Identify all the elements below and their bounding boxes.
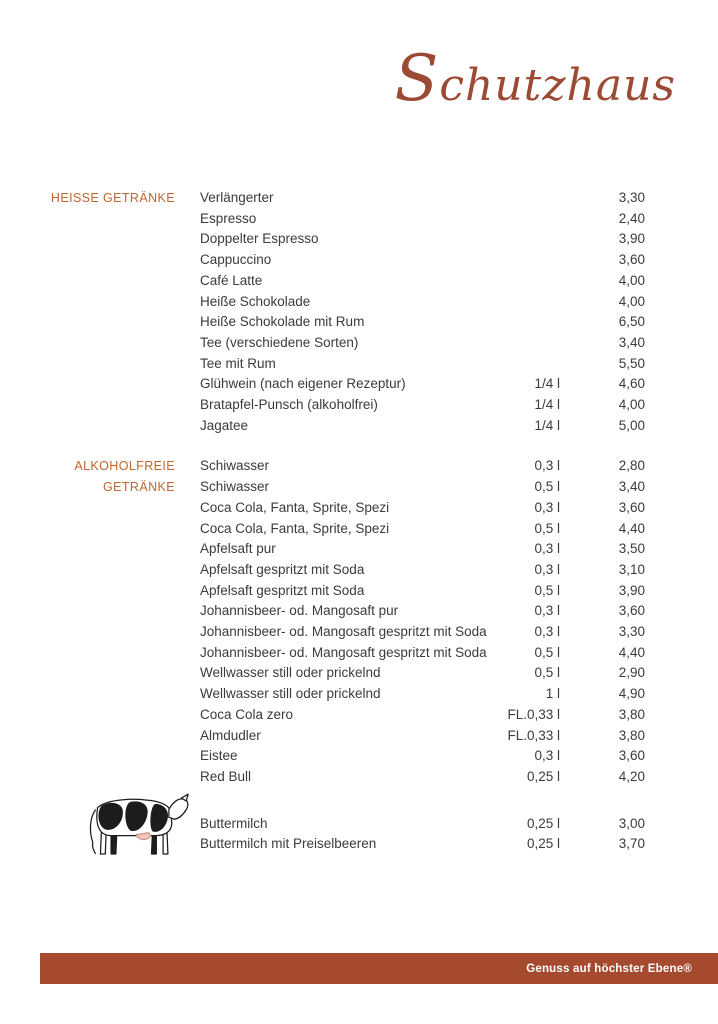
section-heading <box>0 188 175 209</box>
item-quantity: 0,3 l <box>534 624 560 640</box>
menu-item-row <box>175 601 645 622</box>
item-price: 3,40 <box>618 334 645 350</box>
item-price: 3,10 <box>618 561 645 577</box>
item-price: 3,60 <box>618 252 645 268</box>
item-name: Wellwasser still oder prickelnd <box>200 665 381 681</box>
menu-item-row <box>175 581 645 602</box>
item-name: Verlängerter <box>200 190 274 205</box>
item-price: 2,90 <box>618 665 645 681</box>
item-name: Doppelter Espresso <box>200 231 319 247</box>
item-quantity: 0,3 l <box>534 748 560 764</box>
item-name: Espresso <box>200 210 257 226</box>
item-quantity: 0,5 l <box>534 479 560 495</box>
item-price: 2,40 <box>618 210 645 226</box>
item-name: Buttermilch mit Preiselbeeren <box>200 836 377 852</box>
item-price: 3,50 <box>618 541 645 557</box>
menu-item-row <box>175 312 645 333</box>
menu-items <box>175 814 645 855</box>
section-heading-line: ALKOHOLFREIE <box>74 459 175 474</box>
item-price: 4,60 <box>618 376 645 392</box>
menu-item-row <box>175 498 645 519</box>
menu-item-row <box>175 271 645 292</box>
menu-section <box>0 188 645 436</box>
menu-items <box>175 456 645 787</box>
item-price: 3,40 <box>618 479 645 495</box>
item-name: Almdudler <box>200 727 261 743</box>
item-quantity: 0,3 l <box>534 458 560 474</box>
menu-item-row <box>175 292 645 313</box>
item-quantity: 0,3 l <box>534 541 560 557</box>
item-price: 3,60 <box>618 499 645 515</box>
menu-content <box>0 188 645 855</box>
item-quantity <box>460 271 560 292</box>
item-price: 4,90 <box>618 686 645 702</box>
item-name: Heiße Schokolade mit Rum <box>200 314 365 330</box>
item-quantity <box>460 229 560 250</box>
item-name: Tee (verschiedene Sorten) <box>200 334 359 350</box>
item-price: 3,30 <box>618 624 645 640</box>
section-heading <box>0 456 175 497</box>
footer-bar <box>40 953 718 984</box>
section-heading-line: HEISSE GETRÄNKE <box>50 191 175 205</box>
item-name: Coca Cola, Fanta, Sprite, Spezi <box>200 520 390 536</box>
item-name: Apfelsaft pur <box>200 541 276 557</box>
item-name: Heiße Schokolade <box>200 293 311 309</box>
menu-section <box>0 456 645 787</box>
item-quantity: 0,5 l <box>534 520 560 536</box>
menu-item-row <box>175 834 645 855</box>
item-name: Eistee <box>200 748 238 764</box>
cow-illustration <box>86 790 192 862</box>
item-name: Café Latte <box>200 272 263 288</box>
item-price: 6,50 <box>618 314 645 330</box>
item-quantity: FL.0,33 l <box>507 727 560 743</box>
menu-item-row <box>175 705 645 726</box>
item-name: Schiwasser <box>200 458 270 474</box>
menu-item-row <box>175 416 645 437</box>
item-name: Johannisbeer- od. Mangosaft gespritzt mit Soda <box>200 624 487 640</box>
item-name: Coca Cola, Fanta, Sprite, Spezi <box>200 499 390 515</box>
item-name: Red Bull <box>200 768 252 784</box>
item-quantity: 1/4 l <box>534 417 560 433</box>
restaurant-logo: Schutzhaus <box>394 42 676 116</box>
item-quantity: 0,3 l <box>534 603 560 619</box>
item-price: 4,20 <box>618 768 645 784</box>
item-price: 3,00 <box>618 815 645 831</box>
item-quantity <box>460 354 560 375</box>
item-quantity: 0,25 l <box>526 836 560 852</box>
item-quantity <box>460 209 560 230</box>
menu-item-row <box>175 374 645 395</box>
menu-item-row <box>175 456 645 477</box>
item-quantity <box>460 333 560 354</box>
menu-items <box>175 188 645 436</box>
item-price: 3,30 <box>618 190 645 205</box>
item-name: Tee mit Rum <box>200 355 276 371</box>
section-heading-line: GETRÄNKE <box>103 480 175 495</box>
item-price: 4,40 <box>618 644 645 660</box>
menu-item-row <box>175 354 645 375</box>
menu-item-row <box>175 333 645 354</box>
item-name: Apfelsaft gespritzt mit Soda <box>200 582 365 598</box>
menu-item-row <box>175 209 645 230</box>
item-quantity: 0,25 l <box>526 768 560 784</box>
item-price: 5,50 <box>618 355 645 371</box>
item-name: Bratapfel-Punsch (alkoholfrei) <box>200 397 378 413</box>
item-quantity: 0,25 l <box>526 815 560 831</box>
item-quantity: 0,3 l <box>534 561 560 577</box>
item-price: 3,80 <box>618 706 645 722</box>
item-price: 3,70 <box>618 836 645 852</box>
item-name: Jagatee <box>200 417 249 433</box>
item-quantity: 0,5 l <box>534 665 560 681</box>
item-quantity: 0,3 l <box>534 499 560 515</box>
item-name: Schiwasser <box>200 479 270 495</box>
item-name: Coca Cola zero <box>200 706 294 722</box>
item-price: 4,00 <box>618 397 645 413</box>
item-price: 4,00 <box>618 293 645 309</box>
item-quantity <box>460 312 560 333</box>
item-price: 3,60 <box>618 603 645 619</box>
item-name: Johannisbeer- od. Mangosaft pur <box>200 603 399 619</box>
menu-item-row <box>175 188 645 209</box>
menu-item-row <box>175 746 645 767</box>
menu-item-row <box>175 560 645 581</box>
item-price: 3,90 <box>618 231 645 247</box>
item-quantity <box>460 292 560 313</box>
item-price: 5,00 <box>618 417 645 433</box>
menu-item-row <box>175 229 645 250</box>
item-price: 3,90 <box>618 582 645 598</box>
item-quantity: 1 l <box>545 686 560 702</box>
menu-item-row <box>175 519 645 540</box>
menu-item-row <box>175 622 645 643</box>
menu-item-row <box>175 250 645 271</box>
item-price: 3,60 <box>618 748 645 764</box>
item-quantity: 0,5 l <box>534 644 560 660</box>
item-name: Wellwasser still oder prickelnd <box>200 686 381 702</box>
item-quantity: FL.0,33 l <box>507 706 560 722</box>
item-name: Cappuccino <box>200 252 272 268</box>
item-name: Johannisbeer- od. Mangosaft gespritzt mit Soda <box>200 644 487 660</box>
item-quantity: 1/4 l <box>534 376 560 392</box>
item-quantity <box>460 188 560 209</box>
footer-slogan: Genuss auf höchster Ebene® <box>526 962 692 975</box>
item-quantity <box>460 250 560 271</box>
item-name: Apfelsaft gespritzt mit Soda <box>200 561 365 577</box>
menu-item-row <box>175 684 645 705</box>
menu-item-row <box>175 767 645 788</box>
menu-item-row <box>175 539 645 560</box>
item-price: 3,80 <box>618 727 645 743</box>
item-price: 4,00 <box>618 272 645 288</box>
item-quantity: 0,5 l <box>534 582 560 598</box>
item-price: 2,80 <box>618 458 645 474</box>
item-price: 4,40 <box>618 520 645 536</box>
menu-item-row <box>175 663 645 684</box>
menu-item-row <box>175 395 645 416</box>
menu-item-row <box>175 726 645 747</box>
item-name: Glühwein (nach eigener Rezeptur) <box>200 376 406 392</box>
item-quantity: 1/4 l <box>534 397 560 413</box>
item-name: Buttermilch <box>200 815 268 831</box>
menu-item-row <box>175 477 645 498</box>
menu-item-row <box>175 643 645 664</box>
menu-item-row <box>175 814 645 835</box>
